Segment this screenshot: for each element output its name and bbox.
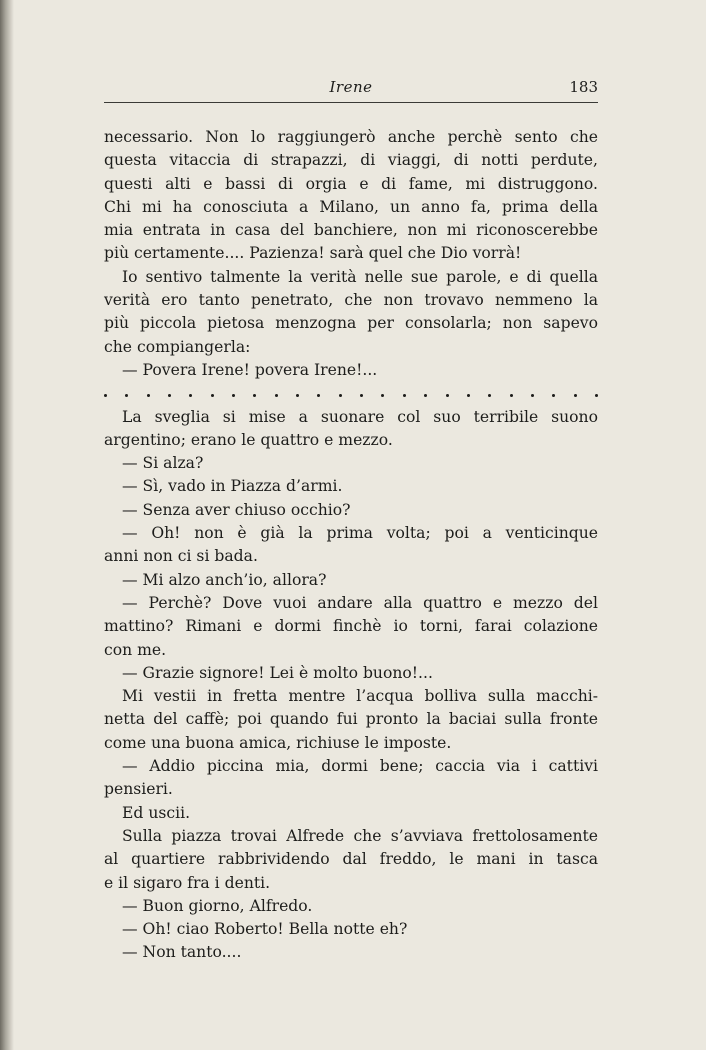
text-line: come una buona amica, richiuse le imposte.	[104, 733, 452, 752]
text-line: argentino; erano le quattro e mezzo.	[104, 430, 393, 449]
dialogue-line: — Non tanto....	[122, 943, 242, 962]
dialogue-line: — Grazie signore! Lei è molto buono!...	[122, 663, 433, 682]
dialogue-line: con me.	[104, 640, 167, 659]
text-line: necessario. Non lo raggiungerò anche perchè sento che	[104, 128, 598, 146]
dialogue-line: mattino? Rimani e dormi finchè io torni, farai colazione	[104, 617, 598, 636]
dialogue-line: — Mi alzo anch’io, allora?	[122, 570, 327, 589]
text-line: verità ero tanto penetrato, che non trovavo nemmeno la	[104, 291, 598, 310]
dialogue-line: — Senza aver chiuso occhio?	[122, 500, 351, 519]
text-line: e il sigaro fra i denti.	[104, 873, 271, 892]
text-line: che compiangerla:	[104, 337, 251, 356]
text-line: Chi mi ha conosciuta a Milano, un anno fa, prima della	[104, 197, 598, 216]
text-line: al quartiere rabbrividendo dal freddo, le mani in tasca	[104, 850, 598, 869]
page-number: 183	[569, 78, 598, 96]
dialogue-line: — Buon giorno, Alfredo.	[122, 896, 313, 915]
running-title: Irene	[329, 78, 373, 96]
page-header	[104, 76, 598, 103]
text-line: Sulla piazza trovai Alfrede che s’avviava frettolosamente	[122, 826, 598, 845]
body-text	[104, 126, 598, 965]
text-line: netta del caffè; poi quando fui pronto la baciai sulla fronte	[104, 710, 598, 729]
dialogue-line: anni non ci si bada.	[104, 547, 258, 566]
dialogue-line: — Oh! non è già la prima volta; poi a venticinque	[122, 524, 598, 543]
text-line: Mi vestii in fretta mentre l’acqua bolliva sulla macchi-	[122, 687, 598, 706]
dialogue-line: — Addio piccina mia, dormi bene; caccia via i cattivi	[122, 757, 598, 776]
text-line: più piccola pietosa menzogna per consolarla; non sapevo	[104, 314, 598, 333]
dialogue-line: — Perchè? Dove vuoi andare alla quattro e mezzo del	[122, 593, 598, 612]
section-break-dots	[104, 382, 598, 405]
dialogue-line: — Si alza?	[122, 454, 204, 473]
text-line: questa vitaccia di strapazzi, di viaggi, di notti perdute,	[104, 151, 598, 170]
text-line: mia entrata in casa del banchiere, non mi riconoscerebbe	[104, 221, 598, 240]
dialogue-line: — Oh! ciao Roberto! Bella notte eh?	[122, 920, 408, 939]
dialogue-line: — Povera Irene! povera Irene!...	[122, 360, 378, 379]
dialogue-line: — Sì, vado in Piazza d’armi.	[122, 477, 343, 496]
text-line: Io sentivo talmente la verità nelle sue parole, e di quella	[122, 267, 598, 286]
text-line: La sveglia si mise a suonare col suo terribile suono	[122, 407, 598, 426]
text-line: questi alti e bassi di orgia e di fame, mi distruggono.	[104, 174, 598, 193]
text-line: più certamente.... Pazienza! sarà quel che Dio vorrà!	[104, 244, 522, 263]
page-binding-shadow	[0, 0, 14, 1050]
dialogue-line: pensieri.	[104, 780, 173, 799]
text-line: Ed uscii.	[122, 803, 191, 822]
